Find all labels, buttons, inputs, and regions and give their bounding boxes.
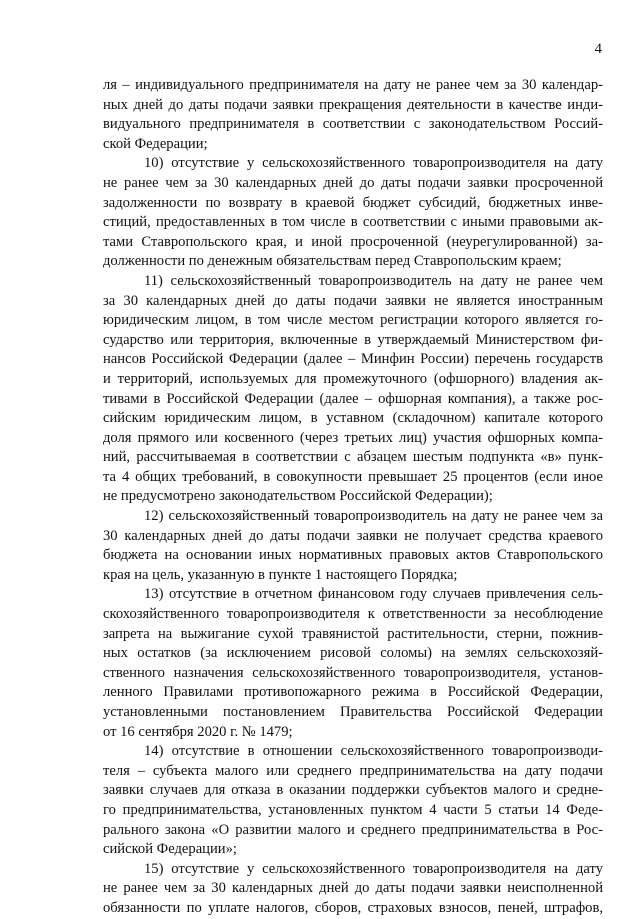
text-line: за 30 календарных дней до даты подачи заявки не является иностранным xyxy=(103,292,603,309)
text-line: та 4 общих требований, в совокупности превышает 25 процентов (если иное xyxy=(103,468,603,485)
text-line: 11) сельскохозяйственный товаропроизводитель на дату не ранее чем xyxy=(144,272,603,289)
text-line: заявки случаев для отказа в оказании поддержки субъектов малого и средне- xyxy=(103,782,603,799)
text-line: не ранее чем за 30 календарных дней до даты подачи заявки просроченной xyxy=(103,174,603,191)
text-line: го предпринимательства, установленных пунктом 4 части 5 статьи 14 Феде- xyxy=(103,801,603,818)
text-line: тами Ставропольского края, и иной просроченной (неурегулированной) за- xyxy=(103,233,603,250)
text-line: ных дней до даты подачи заявки прекращения деятельности в качестве инди- xyxy=(103,96,603,113)
text-line: долженности по денежным обязательствам перед Ставропольским краем; xyxy=(103,253,562,270)
text-line: видуального предпринимателя в соответствии с законодательством Россий- xyxy=(103,116,603,133)
text-line: сийской Федерации»; xyxy=(103,841,237,858)
text-line: тивами в Российской Федерации (далее – офшорная компания), а также рос- xyxy=(103,390,603,407)
text-line: ленного Правилами противопожарного режима в Российской Федерации, xyxy=(103,684,603,701)
paragraph-item-11 xyxy=(103,272,603,507)
text-line: юридическим лицом, в том числе местом регистрации которого является го- xyxy=(103,312,603,329)
text-line: бюджета на основании иных нормативных правовых актов Ставропольского xyxy=(103,547,603,564)
text-line: 14) отсутствие в отношении сельскохозяйственного товаропроизводи- xyxy=(144,743,603,760)
text-line: установленными постановлением Правительства Российской Федерации xyxy=(103,704,603,720)
document-body xyxy=(103,76,603,919)
paragraph-item-15 xyxy=(103,860,603,919)
text-line: ных остатков (за исключением рисовой соломы) на землях сельскохозяй- xyxy=(103,645,603,662)
text-line: 13) отсутствие в отчетном финансовом году случаев привлечения сель- xyxy=(144,586,603,603)
page-number: 4 xyxy=(594,41,602,57)
text-line: доля прямого или косвенного (через третьих лиц) участия офшорных компа- xyxy=(103,429,603,446)
text-line: стиций, предоставленных в том числе в соответствии с иными правовыми ак- xyxy=(103,214,603,231)
text-line: теля – субъекта малого или среднего предпринимательства на дату подачи xyxy=(103,762,603,779)
text-line: не ранее чем за 30 календарных дней до даты подачи заявки неисполненной xyxy=(103,880,603,897)
paragraph-continuation xyxy=(103,76,603,154)
text-line: ской Федерации; xyxy=(103,135,208,152)
text-line: нансов Российской Федерации (далее – Минфин России) перечень государств xyxy=(103,351,603,368)
paragraph-item-10 xyxy=(103,154,603,272)
text-line: скохозяйственного товаропроизводителя к ответственности за несоблюдение xyxy=(103,606,603,623)
text-line: рального закона «О развитии малого и среднего предпринимательства в Рос- xyxy=(103,821,603,838)
text-line: края на цель, указанную в пункте 1 настоящего Порядка; xyxy=(103,566,458,583)
text-line: ний, рассчитываемая в соответствии с абзацем шестым подпункта «в» пунк- xyxy=(103,449,603,466)
text-line: 30 календарных дней до даты подачи заявки не получает средства краевого xyxy=(103,527,603,544)
text-line: задолженности по возврату в краевой бюджет субсидий, бюджетных инве- xyxy=(103,194,603,211)
text-line: сийским юридическим лицом, в уставном (складочном) капитале которого xyxy=(103,410,603,427)
paragraph-item-12 xyxy=(103,507,603,585)
text-line: сударство или территория, включенные в утверждаемый Министерством фи- xyxy=(103,331,603,348)
text-line: ля – индивидуального предпринимателя на дату не ранее чем за 30 календар- xyxy=(103,77,603,93)
text-line: от 16 сентября 2020 г. № 1479; xyxy=(103,723,293,740)
text-line: запрета на выжигание сухой травянистой растительности, стерни, пожнив- xyxy=(103,625,603,642)
paragraph-item-13 xyxy=(103,585,603,742)
paragraph-item-14 xyxy=(103,742,603,860)
text-line: не предусмотрено законодательством Российской Федерации); xyxy=(103,488,493,505)
text-line: и территорий, используемых для промежуточного (офшорного) владения ак- xyxy=(103,370,603,387)
text-line: ственного назначения сельскохозяйственного товаропроизводителя, установ- xyxy=(103,664,603,681)
text-line: 12) сельскохозяйственный товаропроизводитель на дату не ранее чем за xyxy=(144,508,603,525)
text-line: обязанности по уплате налогов, сборов, страховых взносов, пеней, штрафов, xyxy=(103,899,603,916)
text-line: 15) отсутствие у сельскохозяйственного товаропроизводителя на дату xyxy=(144,860,603,877)
text-line: 10) отсутствие у сельскохозяйственного товаропроизводителя на дату xyxy=(144,155,603,172)
